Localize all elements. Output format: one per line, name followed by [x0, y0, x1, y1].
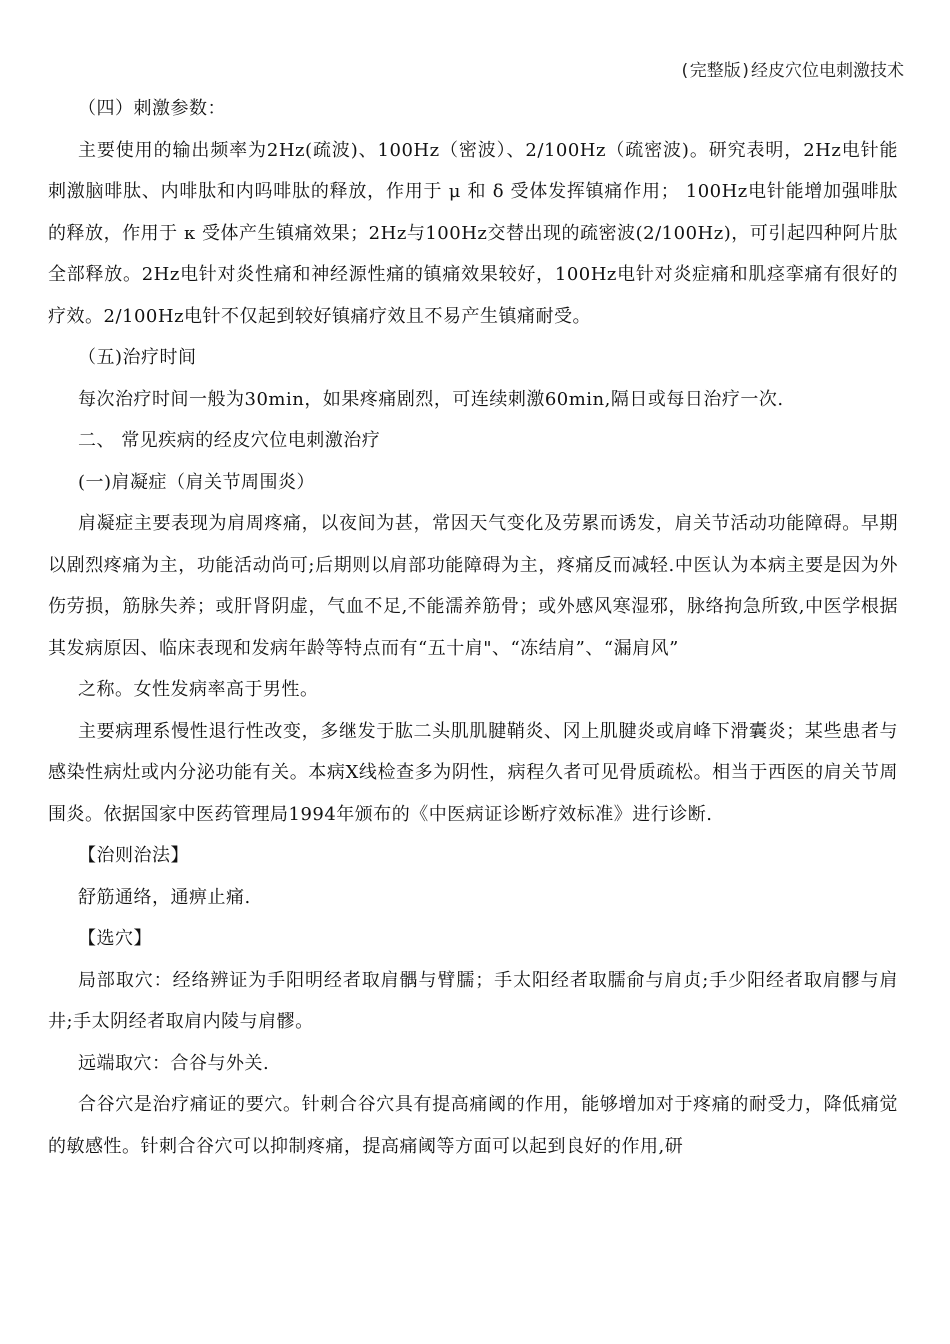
section-heading: 【治则治法】: [78, 845, 189, 866]
paragraph: 之称。女性发病率高于男性。: [78, 679, 319, 700]
paragraph: 远端取穴：合谷与外关.: [78, 1052, 270, 1074]
paragraph: 肩凝症主要表现为肩周疼痛，以夜间为甚，常因天气变化及劳累而诱发，肩关节活动功能障碍。早期以剧烈疼痛为主，功能活动尚可;后期则以肩部功能障碍为主，疼痛反而减轻.中医认为本病主要是因为外伤劳损，筋脉失养；或肝肾阴虚，气血不足,不能濡养筋骨；或外感风寒湿邪，脉络拘急所致,中医学根据其发病原因、临床表现和发病年龄等特点而有“五十肩"、“冻结肩”、“漏肩风”: [48, 513, 898, 659]
section-heading: （五)治疗时间: [78, 347, 197, 368]
section-heading: 【选穴】: [78, 928, 152, 949]
paragraph: 局部取穴：经络辨证为手阳明经者取肩髃与臂臑；手太阳经者取臑俞与肩贞;手少阳经者取肩髎与肩井;手太阴经者取肩内陵与肩髎。: [48, 969, 898, 1032]
paragraph: 主要使用的输出频率为2Hz(疏波)、100Hz（密波）、2/100Hz（疏密波)。研究表明，2Hz电针能刺激脑啡肽、内啡肽和内吗啡肽的释放，作用于 μ 和 δ 受体发挥镇痛作用； 100Hz电针能增加强啡肽的释放，作用于 κ 受体产生镇痛效果；2Hz与100Hz交替出现的疏密波(2/100Hz)，可引起四种阿片肽全部释放。2Hz电针对炎性痛和神经源性痛的镇痛效果较好，100Hz电针对炎症痛和肌痉挛痛有很好的疗效。2/100Hz电针不仅起到较好镇痛疗效且不易产生镇痛耐受。: [48, 139, 898, 327]
section-heading: 二、 常见疾病的经皮穴位电刺激治疗: [78, 430, 381, 451]
paragraph: 合谷穴是治疗痛证的要穴。针刺合谷穴具有提高痛阈的作用，能够增加对于疼痛的耐受力，降低痛觉的敏感性。针刺合谷穴可以抑制疼痛，提高痛阈等方面可以起到良好的作用,研: [48, 1094, 898, 1157]
paragraph: 主要病理系慢性退行性改变，多继发于肱二头肌肌腱鞘炎、冈上肌腱炎或肩峰下滑囊炎；某些患者与感染性病灶或内分泌功能有关。本病X线检查多为阴性，病程久者可见骨质疏松。相当于西医的肩关节周围炎。依据国家中医药管理局1994年颁布的《中医病证诊断疗效标准》进行诊断.: [48, 720, 898, 825]
page-header-title: (完整版)经皮穴位电刺激技术: [679, 61, 904, 81]
section-heading: (一)肩凝症（肩关节周围炎）: [78, 471, 316, 493]
section-heading: （四）刺激参数：: [78, 98, 226, 119]
paragraph: 舒筋通络，通痹止痛.: [78, 886, 251, 908]
document-body: [48, 88, 898, 1167]
paragraph: 每次治疗时间一般为30min，如果疼痛剧烈，可连续刺激60min,隔日或每日治疗一次.: [78, 388, 784, 410]
